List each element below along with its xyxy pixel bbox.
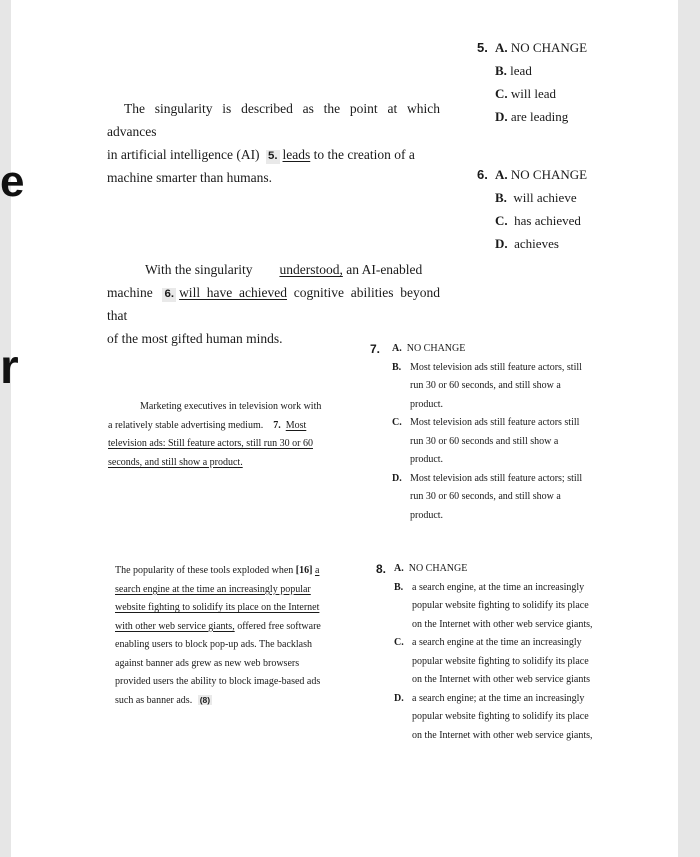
passage-text: a relatively stable advertising medium. <box>108 419 264 431</box>
option-text: achieves <box>514 236 559 251</box>
passage-line <box>115 692 350 711</box>
option-text: run 30 or 60 seconds and still show a <box>410 435 559 447</box>
passage-text: machine <box>107 285 153 300</box>
option-text: on the Internet with other web service giants, <box>412 729 593 741</box>
passage-text: cognitive abilities beyond that <box>107 285 440 323</box>
option-text: will lead <box>510 86 557 101</box>
passage-line <box>108 454 345 473</box>
passage-text: With the singularity <box>145 262 253 277</box>
option-text: a search engine at the time an increasingly <box>412 637 582 648</box>
answer-option[interactable] <box>392 414 610 470</box>
question-number-marker[interactable]: 7. <box>273 419 281 431</box>
option-text: popular website fighting to solidify its place <box>412 655 589 667</box>
option-text: product. <box>410 509 444 521</box>
underlined-portion[interactable]: Most <box>285 419 307 431</box>
option-text: are leading <box>510 109 569 124</box>
answer-option[interactable] <box>392 470 610 526</box>
passage-line <box>108 417 345 436</box>
option-letter: A. <box>495 40 508 55</box>
option-letter: D. <box>392 472 402 484</box>
underlined-portion[interactable]: will have achieved <box>179 285 288 300</box>
answer-option[interactable] <box>495 163 627 186</box>
margin-fragment-2: r <box>0 341 19 394</box>
option-letter: D. <box>394 692 404 704</box>
answer-option[interactable] <box>495 186 627 209</box>
question-number-marker[interactable]: [16] <box>295 565 313 576</box>
question-number-marker[interactable]: 6. <box>164 288 175 300</box>
option-text: NO CHANGE <box>408 563 468 574</box>
answer-option[interactable] <box>495 232 627 255</box>
option-text: popular website fighting to solidify its place <box>412 600 589 611</box>
answer-option[interactable] <box>394 690 611 746</box>
passage-line: machine smarter than humans. <box>107 170 272 185</box>
option-text: run 30 or 60 seconds, and still show a <box>410 491 561 502</box>
passage-2 <box>107 258 440 350</box>
question-number: 5. <box>477 40 488 55</box>
answer-option[interactable] <box>495 105 627 128</box>
passage-1 <box>107 97 440 189</box>
passage-line <box>115 581 350 600</box>
option-letter: B. <box>394 581 404 593</box>
passage-line: against banner ads grew as new web browsers <box>115 657 300 669</box>
question-number: 8. <box>376 562 387 576</box>
question-number: 7. <box>370 342 381 356</box>
answer-option[interactable] <box>392 340 610 359</box>
option-letter: C. <box>394 637 404 648</box>
passage-text: such as banner ads. <box>115 694 193 706</box>
option-text: Most television ads still feature actors, still <box>410 361 582 373</box>
underlined-portion[interactable]: television ads: Still feature actors, still run 30 or 60 <box>108 438 313 449</box>
question-number-marker[interactable]: (8) <box>199 694 211 705</box>
option-letter: B. <box>392 361 402 373</box>
option-letter: D. <box>495 109 508 124</box>
option-text: has achieved <box>514 213 581 228</box>
passage-3 <box>108 398 345 472</box>
answer-option[interactable] <box>394 579 611 635</box>
option-text: on the Internet with other web service giants <box>412 674 590 685</box>
option-text: a search engine, at the time an increasingly <box>412 581 585 593</box>
passage-line <box>108 435 345 454</box>
answer-option[interactable] <box>495 209 627 232</box>
answer-option[interactable] <box>394 634 611 690</box>
option-text: product. <box>410 454 444 465</box>
passage-line <box>107 258 440 281</box>
option-text: on the Internet with other web service giants, <box>412 618 593 630</box>
passage-line <box>107 281 440 327</box>
question-6 <box>477 163 627 255</box>
option-letter: C. <box>392 417 402 428</box>
option-letter: D. <box>495 236 508 251</box>
right-page-border <box>678 0 700 857</box>
option-letter: A. <box>392 343 402 354</box>
passage-line <box>115 599 350 618</box>
option-text: Most television ads still feature actors still <box>410 417 580 428</box>
option-letter: B. <box>495 190 507 205</box>
option-text: a search engine; at the time an increasingly <box>412 692 585 704</box>
underlined-portion[interactable]: a <box>314 565 320 576</box>
left-page-border <box>0 0 11 857</box>
question-7 <box>370 340 610 525</box>
passage-4 <box>115 562 350 710</box>
passage-text: to the creation of a <box>313 147 415 162</box>
question-5 <box>477 36 627 128</box>
answer-option[interactable] <box>394 560 611 579</box>
passage-line: enabling users to block pop-up ads. The backlash <box>115 639 312 650</box>
underlined-portion[interactable]: seconds, and still show a product. <box>108 456 243 468</box>
answer-option[interactable] <box>392 359 610 415</box>
option-text: will achieve <box>513 190 577 205</box>
answer-option[interactable] <box>495 36 627 59</box>
passage-text: The popularity of these tools exploded when <box>115 565 294 576</box>
passage-line: of the most gifted human minds. <box>107 331 283 346</box>
passage-line <box>115 618 350 637</box>
option-text: Most television ads still feature actors; still <box>410 472 583 484</box>
option-text: NO CHANGE <box>406 343 466 354</box>
option-letter: C. <box>495 86 508 101</box>
option-letter: C. <box>495 213 508 228</box>
question-number-marker[interactable]: 5. <box>267 150 278 162</box>
answer-option[interactable] <box>495 59 627 82</box>
underlined-portion[interactable]: with other web service giants, <box>115 620 235 632</box>
passage-line <box>115 562 350 581</box>
passage-text: an AI-enabled <box>346 262 423 277</box>
option-letter: B. <box>495 63 507 78</box>
underlined-portion[interactable]: website fighting to solidify its place on the Internet <box>115 602 320 613</box>
option-text: popular website fighting to solidify its place <box>412 711 589 722</box>
underlined-portion[interactable]: understood, <box>279 262 343 277</box>
option-letter: A. <box>394 563 404 574</box>
passage-line: The singularity is described as the point at which advances <box>107 101 440 139</box>
option-text: NO CHANGE <box>510 167 588 182</box>
passage-text: offered free software <box>237 620 321 632</box>
option-letter: A. <box>495 167 508 182</box>
margin-fragment-1: e <box>0 157 25 206</box>
passage-line: provided users the ability to block image-based ads <box>115 676 321 687</box>
option-text: product. <box>410 398 444 410</box>
question-number: 6. <box>477 167 488 182</box>
passage-line <box>107 143 440 166</box>
underlined-portion[interactable]: search engine at the time an increasingly popular <box>115 583 311 595</box>
passage-line: Marketing executives in television work with <box>140 401 322 412</box>
passage-text: in artificial intelligence (AI) <box>107 147 260 162</box>
question-8 <box>376 560 611 745</box>
answer-option[interactable] <box>495 82 627 105</box>
underlined-portion[interactable]: leads <box>282 147 311 162</box>
option-text: NO CHANGE <box>510 40 588 55</box>
option-text: run 30 or 60 seconds, and still show a <box>410 380 561 391</box>
option-text: lead <box>510 63 532 78</box>
